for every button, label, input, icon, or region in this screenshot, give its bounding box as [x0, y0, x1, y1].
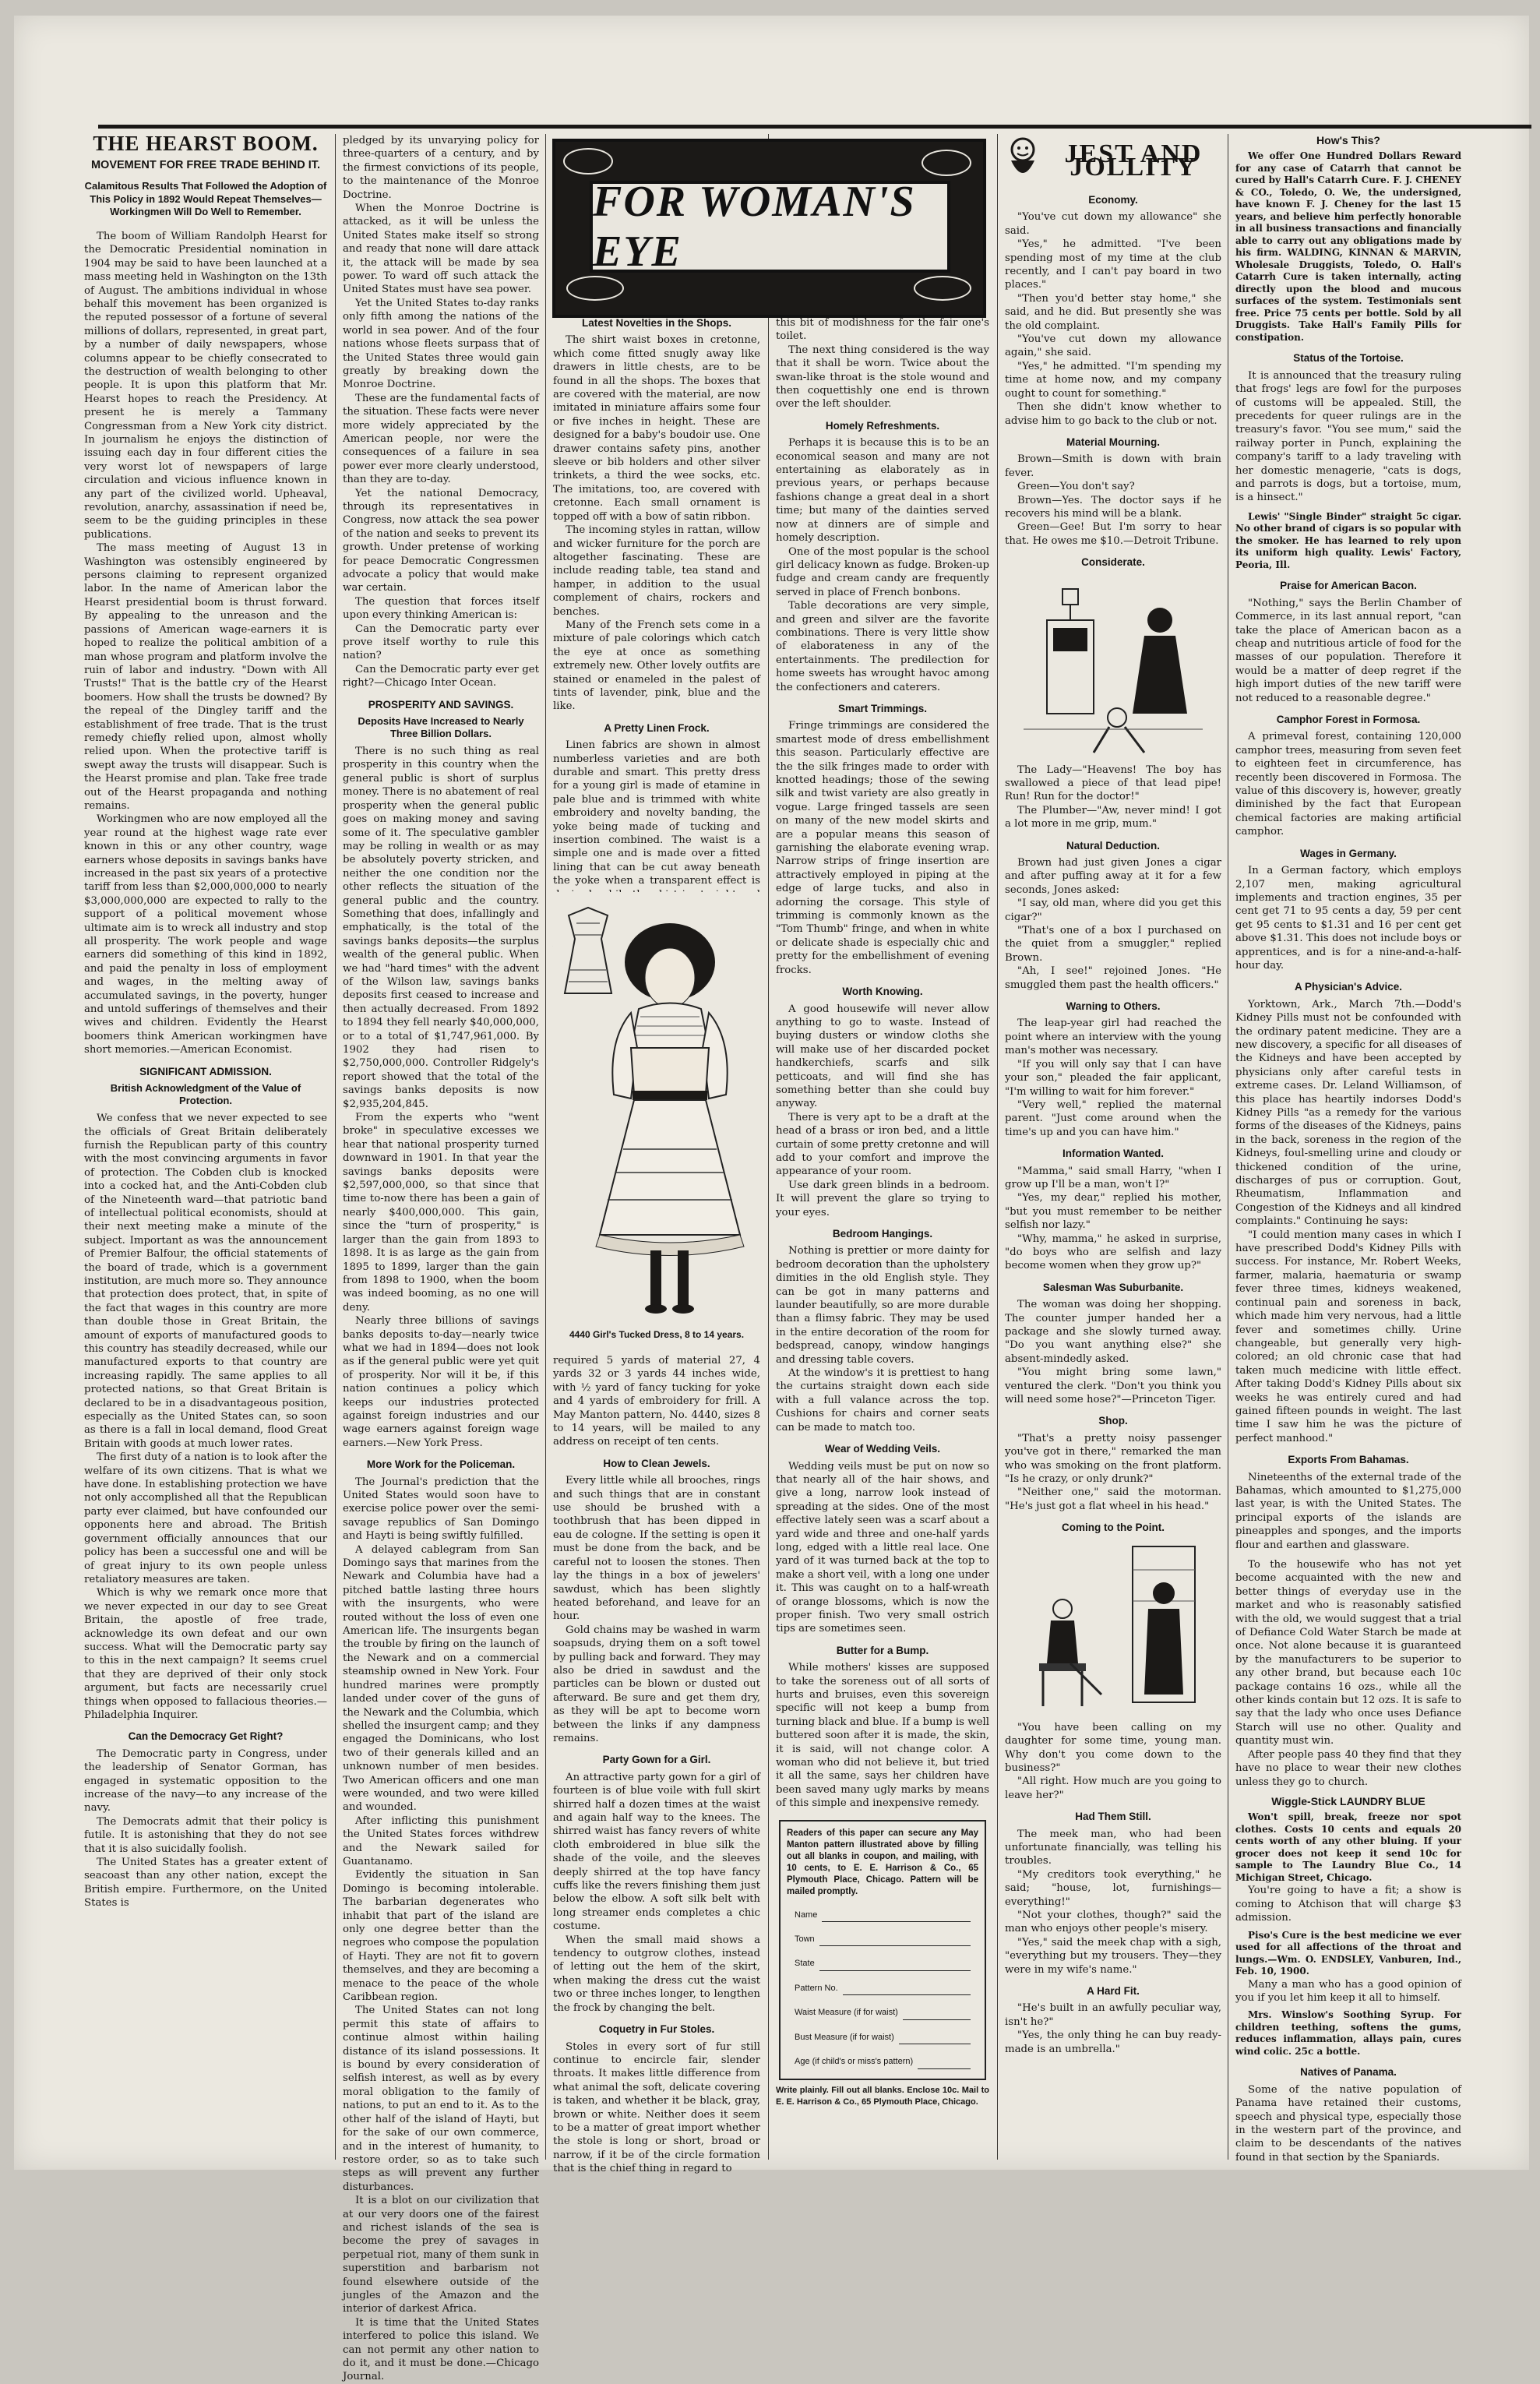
paragraph: From the experts who "went broke" in speculative excesses we hear that national prosperity turned downward in 1901. In that year the savings banks deposits were $2,597,000,000, so that since that time to-now there has been a gain of nearly $400,000,000. This gain, since the "turn of prosperity," is larger than the gain from 1893 to 1898. It is as large as the gain from 1895 to 1899, larger than the gain from 1898 to 1900, when the boom was indeed booming, as no one will deny. [343, 1112, 539, 1314]
form-field[interactable] [795, 1909, 971, 1922]
section-heading: Natives of Panama. [1300, 2066, 1397, 2079]
paragraph: While mothers' kisses are supposed to take the soreness out of all sorts of hurts and bruises, even this sovereign specific will not keep a bump from turning black and blue. If a bump is well buttered soon after it is made, the skin, it is said, will not change color. A woman who did not believe it, but tried it all the same, says her children have been saved many ugly marks by means of this simple and inexpensive remedy. [776, 1662, 989, 1810]
paragraph: "Neither one," said the motorman. "He's just got a flat wheel in his head." [1005, 1486, 1221, 1512]
section-heading: Coquetry in Fur Stoles. [598, 2023, 715, 2036]
paragraph: A good housewife will never allow anything to go to waste. Instead of buying dusters or window cloths she will make use of her discarded pocket handkerchiefs, scarfs and silk petticoats, and will find she has something better than she could buy anyway. [776, 1003, 989, 1110]
paragraph: "He's built in an awfully peculiar way, isn't he?" [1005, 2002, 1221, 2028]
paragraph: Can the Democratic party ever get right?—Chicago Inter Ocean. [343, 663, 539, 689]
paragraph: We confess that we never expected to see the officials of Great Britain deliberately furnish the Republican party of this country with the most convincing arguments in favor of protection. The Cobden club is knocked into a cocked hat, and the Anti-Cobden club of the Nineteenth ward—that patriotic band of intellectual political economists, should at their next meeting make a minute of the subject. Important as was the announcement of Premier Balfour, the official statements of the board of trade, which is a government institution, are much more so. They announce that protection does protect, that, in spite of the fact that wages in this country are more than double those in Great Britain, the amount of exports of manufactured goods to this country has steadily decreased, while our manufactured exports to that country are increasing rapidly. The same applies to all protected nations, so that Great Britain is declared to be in a disadvantageous position, especially as the United States can, so soon as there is a fall in local demand, flood Great Britain with goods at much lower rates. [84, 1113, 327, 1450]
banner-title-frame [590, 178, 950, 276]
paragraph: Yet the United States to-day ranks only fifth among the nations of the world in sea power. And of the four nations whose fleets surpass that of the United States three would gain greatly by breaking down the Monroe Doctrine. [343, 297, 539, 391]
paragraph: Yorktown, Ark., March 7th.—Dodd's Kidney Pills must not be confounded with the ordinary patent medicine. They are a new discovery, a specific for all diseases of the Kidneys and have been accepted by physicians only after careful tests in extreme cases. Dr. Leland Williamson, of this place has heartily indorses Dodd's Kidney Pills "as a remedy for the various forms of the diseases of the Kidneys, pains in the back, soreness in the region of the Kidneys, foul-smelling urine and cloudy or thickened condition of the urine, discharges of pus or corruption. Gout, Rheumatism, Inflammation and Congestion of the Kidneys and all kindred complaints." Continuing he says: [1235, 998, 1461, 1228]
paragraph: Workingmen who are now employed all the year round at the highest wage rate ever known in this or any other country, wage earners whose deposits in savings banks have increased in the past six years of a protective tariff from less than $2,000,000,000 to nearly $3,000,000,000 are expected to rally to the support of a political movement whose ultimate aim is to wreck all industry and stop all prosperity. The work people and wage earners did something of this kind in 1892, and paid the penalty in loss of employment and wages, in the melting away of accumulated savings, in the poverty, hunger and untold sufferings of themselves and their wives and children. Evidently the Hearst boomers think American workingmen have short memories.—American Economist. [84, 813, 327, 1056]
paragraph: After inflicting this punishment the United States forces withdrew and the Newark sailed for Guantanamo. [343, 1814, 539, 1867]
paragraph: "That's one of a box I purchased on the quiet from a smuggler," replied Brown. [1005, 925, 1221, 964]
paragraph: Wedding veils must be put on now so that nearly all of the hair shows, and give a long, narrow look instead of spreading at the sides. One of the most effective lately seen was a scarf about a yard wide and three and one-half yards long, edged with a little real lace. One yard of it was turned back at the top to make a short veil, with a long one under it. This was caught on to a half-wreath of orange blossoms, which is now the proper finish. Two very small ostrich tips are sometimes seen. [776, 1460, 989, 1635]
paragraph: You're going to have a fit; a show is coming to Atchison that will charge $3 admission. [1235, 1885, 1461, 1924]
column-1 [84, 134, 327, 2160]
section-heading: Material Mourning. [1066, 436, 1160, 448]
paragraph: "Mamma," said small Harry, "when I grow up I'll be a man, won't I?" [1005, 1165, 1221, 1190]
paragraph: Gold chains may be washed in warm soapsuds, drying them on a soft towel by pulling back and forward. They may also be dried in sawdust and the particles can be blown or dusted out afterward. Be sure and get them dry, as they will be apt to become worn between the links if any dampness remains. [553, 1624, 760, 1744]
section-heading: Latest Novelties in the Shops. [581, 317, 732, 329]
section-heading: More Work for the Policeman. [366, 1458, 516, 1471]
paragraph: The United States can not long permit this state of affairs to continue almost within hailing distance of its island possessions. It is bound by every consideration of selfish interest, as well as by every moral obligation to the family of nations, to put an end to it. As to the other half of the island of Hayti, but for the sake of our own commerce, and in the interest of humanity, to restore order, so as to take such steps as will prevent any further disturbances. [343, 2005, 539, 2193]
paragraph: The Lady—"Heavens! The boy has swallowed a piece of that lead pipe! Run! Run for the doctor!" [1005, 764, 1221, 803]
paragraph: After people pass 40 they find that they have no place to wear their new clothes unless they go to church. [1235, 1748, 1461, 1788]
paragraph: Some of the native population of Panama have retained their customs, speech and physical type, especially those in the western part of the province, and claim to be descendants of the natives found in that section by the Spaniards. [1235, 2083, 1461, 2164]
jest-header [1005, 134, 1221, 185]
section-heading: Party Gown for a Girl. [602, 1754, 711, 1766]
plumber-illustration-icon [1016, 573, 1211, 760]
form-field[interactable] [795, 2055, 971, 2068]
paragraph: The United States has a greater extent of seacoast than any other nation, except the British empire. Furthermore, on the United States is [84, 1857, 327, 1910]
form-field[interactable] [795, 1933, 971, 1946]
paragraph: One of the most popular is the school girl delicacy known as fudge. Broken-up fudge and cream candy are frequently served in place of French bonbons. [776, 545, 989, 598]
paragraph: Stoles in every sort of fur still continue to encircle fair, slender throats. It makes little difference from what animal the soft, delicate covering is taken, and whether it be black, gray, brown or white. Neither does it seem to be a matter of great import whether the stole is long or short, broad or narrow, if it be of the circle formation that is the chief thing in regard to [553, 2040, 760, 2175]
section-heading: Wear of Wedding Veils. [824, 1443, 941, 1455]
column-rule [335, 134, 336, 2160]
paragraph: Green—Gee! But I'm sorry to hear that. He owes me $10.—Detroit Tribune. [1005, 521, 1221, 547]
ad-heading: How's This? [1316, 134, 1380, 146]
figure-caption: 4440 Girl's Tucked Dress, 8 to 14 years. [569, 1329, 745, 1340]
paragraph: "Yes, my dear," replied his mother, "but you must remember to be neither selfish nor lazy." [1005, 1192, 1221, 1232]
paragraph: The first duty of a nation is to look after the welfare of its own citizens. That is what we have done. In establishing protection we have not only accomplished all that the Republican party ever claimed, but have confounded our opponents here and abroad. The British government officially announces that our policy has been a successful one and will be of great injury to its own people unless retaliatory measures are taken. [84, 1451, 327, 1585]
section-heading: A Physician's Advice. [1294, 981, 1403, 993]
paragraph: "Yes," he admitted. "I've been spending most of my time at the club recently, and I can't pay board in two places." [1005, 238, 1221, 291]
scroll-ornament-icon [914, 276, 971, 301]
column-rule [545, 134, 546, 2160]
paragraph: Nearly three billions of savings banks deposits to-day—nearly twice what we had in 1894—does not look as if the general public were yet quit of prosperity. Nor will it be, if this nation continues a policy which keeps our industries protected against foreign industries and our wage earners against foreign wage earners.—New York Press. [343, 1315, 539, 1449]
paragraph: The incoming styles in rattan, willow and wicker furniture for the porch are altogether fascinating. These are include reading table, tea stand and hamper, in addition to the usual complement of chairs, rockers and benches. [553, 524, 760, 618]
top-rule [98, 125, 1531, 129]
section-heading: Had Them Still. [1075, 1811, 1151, 1823]
paragraph: When the small maid shows a tendency to outgrow clothes, instead of letting out the hem of the skirt, when making the dress cut the waist two or three inches longer, to lengthen the frock by changing the belt. [553, 1934, 760, 2014]
form-label: Bust Measure (if for waist) [795, 2032, 894, 2042]
paragraph: Many a man who has a good opinion of you if you let him keep it all to himself. [1235, 1978, 1461, 2004]
paragraph: A primeval forest, containing 120,000 camphor trees, measuring from seven feet to eighteen feet in circumference, has recently been discovered in Formosa. The value of this discovery is, however, greatly diminished by the fact that European chemical factories are making artificial camphor. [1235, 731, 1461, 838]
section-heading: Can the Democracy Get Right? [128, 1730, 284, 1743]
advertisement: Piso's Cure is the best medicine we ever used for all affections of the throat and lungs.—Wm. O. ENDSLEY, Vanburen, Ind., Feb. 10, 1900. [1235, 1929, 1461, 1977]
couple-illustration-icon [1016, 1539, 1211, 1718]
column-4 [776, 316, 989, 2160]
paragraph: The mass meeting of August 13 in Washington was ostensibly engineered by persons claiming to represent organized labor. In the name of American labor the Hearst presidential boom is thrust forward. By appealing to the unreason and the passions of American wage-earners it is hoped to realize the political ambition of a man whose program and platform involve the ruin of labor and industry. "Down with All Trusts!" That is the battle cry of the Hearst boomers. How shall the trusts be downed? By the repeal of the Dingley tariff and the establishment of free trade. That is the trust remedy chiefly relied upon, almost wholly relied upon. When the protective tariff is swept away the trusts will disappear. Such is the Hearst promise and plan. Take free trade out of the Hearst propaganda and nothing remains. [84, 542, 327, 812]
section-heading: Smart Trimmings. [837, 702, 928, 714]
paragraph: The boom of William Randolph Hearst for the Democratic Presidential nomination in 1904 may be said to have been launched at a mass meeting held in Washington on the 13th of August. The ambitions individual in whose behalf this movement has been organized is the reputed possessor of a fortune of several millions of dollars, represented, in great part, by a number of daily newspapers, whose columns appear to be chiefly consecrated to the destruction of wealth belonging to other people. It is upon this platform that Mr. Hearst hopes to reach the Presidency. At present he is merely a Tammany Congressman from a New York city district. In journalism he enjoys the distinction of issuing each day in four different cities the very worst lot of newspapers of large circulation and vicious influence known in any part of the civilized world. Upheaval, revolution, anarchy, assassination if need be, seem to be the guiding principles in these publications. [84, 230, 327, 541]
paragraph: Green—You don't say? [1017, 481, 1135, 493]
paragraph: When the Monroe Doctrine is attacked, as it will be unless the United States make itself so strong and ready that none will dare attack it, the attack will be made by sea power. To ward off such attack the United States must have sea power. [343, 203, 539, 296]
form-label: Pattern No. [795, 1983, 838, 1993]
paragraph: Yet the national Democracy, through its representatives in Congress, now attack the sea power of the nation and seeks to prevent its growth. Under pretense of working for peace Democratic Congressmen advocate a policy that would make war certain. [343, 487, 539, 594]
section-heading: Camphor Forest in Formosa. [1276, 714, 1421, 726]
paragraph: The woman was doing her shopping. The counter jumper handed her a package and she slowly turned away. "Do you want anything else?" she absent-mindedly asked. [1005, 1299, 1221, 1365]
paragraph: It is time that the United States interfered to police this island. We can not permit any other nation to do it, and it must be done.—Chicago Journal. [343, 2316, 539, 2383]
section-heading: Salesman Was Suburbanite. [1042, 1281, 1184, 1293]
jest-title: JEST AND JOLLITY [1064, 139, 1203, 182]
paragraph: There is no such thing as real prosperity in this country when the general public is short of surplus money. There is no abatement of real prosperity when the general public goes on making money and saving some of it. The speculative gambler may be rolling in wealth or as may be absolutely poverty stricken, and neither the one condition nor the other reflects the situation of the general public and the country. Something that does, infallingly and emphatically, is the total of the savings banks deposits—the surplus wealth of the general public. When we had "hard times" with the advent of the Wilson law, savings banks deposits first ceased to increase and then actually decreased. From 1892 to 1894 they fell nearly $40,000,000, or to a total of $1,747,961,000. By 1902 they had risen to $2,750,000,000. Controller Ridgely's report showed that the total of the savings banks deposits is now $2,935,204,845. [343, 746, 539, 1110]
paragraph: Brown had just given Jones a cigar and after puffing away at it for a few seconds, Jones asked: [1005, 857, 1221, 896]
form-field[interactable] [795, 1957, 971, 1970]
paragraph: "That's a pretty noisy passenger you've got in there," remarked the man who was smoking on the front platform. "Is he crazy, or only drunk?" [1005, 1432, 1221, 1486]
deck: MOVEMENT FOR FREE TRADE BEHIND IT. [90, 159, 321, 172]
paragraph: required 5 yards of material 27, 4 yards 32 or 3 yards 44 inches wide, with ½ yard of fancy tucking for yoke and 4 yards of embroidery for frill. A May Manton pattern, No. 4440, sizes 8 to 14 years, will be mailed to any address on receipt of ten cents. [553, 1355, 760, 1448]
section-heading: How to Clean Jewels. [603, 1457, 710, 1469]
paragraph: "You've cut down my allowance" she said. [1005, 211, 1221, 237]
paragraph: Then she didn't know whether to advise him to go back to the club or not. [1005, 401, 1221, 427]
section-heading: Considerate. [1081, 556, 1145, 569]
form-label: Age (if child's or miss's pattern) [795, 2057, 914, 2067]
paragraph: "Very well," replied the maternal parent. "Just come around when the time's up and you can have him." [1005, 1099, 1221, 1138]
form-label: Waist Measure (if for waist) [795, 2008, 898, 2018]
column-6 [1235, 134, 1461, 2164]
section-heading: Homely Refreshments. [825, 419, 940, 432]
paragraph: In a German factory, which employs 2,107 men, making agricultural implements and traction engines, 35 per cent get 71 to 95 cents a day, 59 per cent get 95 cents to $1.31 and 16 per cent get above $1.31. This does not include boys or apprentices, and is for a nine-and-a-half-hour day. [1235, 865, 1461, 972]
paragraph: Linen fabrics are shown in almost numberless varieties and are both durable and smart. This pretty dress for a young girl is made of etamine in pale blue and is trimmed with white embroidery and novelty banding, the yoke being made of tucking and insertion combined. The waist is a simple one and is made over a fitted lining that can be cut away beneath the yoke when a transparent effect is [553, 739, 760, 887]
section-heading: A Hard Fit. [1087, 1985, 1140, 1997]
coupon-footer: Write plainly. Fill out all blanks. Enclose 10c. Mail to E. E. Harrison & Co., 65 Plymouth Place, Chicago. [776, 2085, 989, 2107]
section-heading: Bedroom Hangings. [832, 1228, 933, 1240]
paragraph: Nineteenths of the external trade of the Bahamas, which amounted to $1,275,000 last year, is with the United States. The principal exports of the islands are pineapples and sponges, and the imports flour and earthen and glassware. [1235, 1471, 1461, 1551]
paragraph: Can the Democratic party ever prove itself worthy to rule this nation? [343, 622, 539, 662]
advertisement: We offer One Hundred Dollars Reward for any case of Catarrh that cannot be cured by Hall's Catarrh Cure. F. J. CHENEY & CO., Toledo, O. We, the undersigned, have known F. J. Cheney for the last 15 years, and believe him perfectly honorable in all business transactions and financially able to carry out any obligations made by his firm. WALDING, KINNAN & MARVIN, Wholesale Druggists, Toledo, O. Hall's Catarrh Cure is taken internally, acting directly upon the blood and mucous surfaces of the system. Testimonials sent free. Price 75 cents per bottle. Sold by all Druggists. Take Hall's Family Pills for constipation. [1235, 150, 1461, 343]
paragraph: "Nothing," says the Berlin Chamber of Commerce, in its last annual report, "can take the place of American bacon as a cheap and nutritious article of food for the masses of our population. Therefore it would be a matter of deep regret if the high import duties of the new tariff were not reduced to a reasonable degree." [1235, 597, 1461, 704]
paragraph: Use dark green blinds in a bedroom. It will prevent the glare so trying to your eyes. [776, 1179, 989, 1218]
column-rule [768, 134, 769, 2160]
coupon-note: Readers of this paper can secure any May Manton pattern illustrated above by filling out all blanks in coupon, and mailing, with 10 cents, to E. E. Harrison & Co., 65 Plymouth Place, Chicago. Pattern will be mailed promptly. [787, 1828, 978, 1896]
paragraph: Brown—Yes. The doctor says if he recovers his mind will be a blank. [1005, 494, 1221, 520]
paragraph: The Democratic party in Congress, under the leadership of Senator Gorman, has engaged in systematic opposition to the increase of the navy—to any increase of the navy. [84, 1747, 327, 1814]
pattern-coupon [779, 1820, 986, 2080]
subdeck: Calamitous Results That Followed the Adoption of This Policy in 1892 Would Repeat Themselves—Workingmen Will Do Well to Remember. [84, 180, 327, 218]
subheading: British Acknowledgment of the Value of Protection. [110, 1082, 301, 1107]
paragraph: "I say, old man, where did you get this cigar?" [1005, 898, 1221, 923]
paragraph: "All right. How much are you going to leave her?" [1005, 1776, 1221, 1801]
subheading: Deposits Have Increased to Nearly Three Billion Dollars. [358, 715, 524, 740]
paragraph: An attractive party gown for a girl of fourteen is of blue voile with full skirt shirred half a dozen times at the waist and again half way to the knees. The shirred waist has fancy revers of white cloth embroidered in blue silk the shade of the voile, and the sleeves deeply shirred at the top have fancy cuffs like the revers finishing them just below the elbow. A soft silk belt with long streamer ends completes a chic costume. [553, 1771, 760, 1933]
paragraph: The leap-year girl had reached the point where an interview with the young man's mother was necessary. [1005, 1017, 1221, 1057]
paragraph: The meek man, who had been unfortunate financially, was telling his troubles. [1005, 1828, 1221, 1867]
paragraph: this bit of modishness for the fair one's toilet. [776, 317, 989, 343]
paragraph: A delayed cablegram from San Domingo says that marines from the Newark and Columbia have had a pitched battle lasting three hours with the insurgents, who were routed without the loss of even one American life. The insurgents began the trouble by firing on the launch of the Newark and on a commercial steamship owned in New York. Four hundred marines were promptly landed under cover of the guns of the Newark and the Columbia, which shelled the insurgent camp; and they engaged the Dominicans, who lost two of their generals killed and an unknown number of men besides. Two American officers and one man were wounded, and two were killed and wounded. [343, 1543, 539, 1814]
paragraph: At the window's it is prettiest to hang the curtains straight down each side with a full valance across the top. Cushions for chairs and corner seats can be made to match too. [776, 1367, 989, 1434]
section-heading: PROSPERITY AND SAVINGS. [368, 698, 514, 711]
banner-title: FOR WOMAN'S EYE [593, 178, 916, 276]
paragraph: There is very apt to be a draft at the head of a brass or iron bed, and a little curtain of some pretty cretonne and will add to your comfort and improve the appearance of your room. [776, 1111, 989, 1178]
paragraph: Perhaps it is because this is to be an economical season and many are not entertaining as elaborately as in previous years, or perhaps because fashions change a great deal in a short time; but many of the dainties served now at dinners are of simple and homely description. [776, 437, 989, 545]
dress-illustration [553, 892, 760, 1348]
advertisement: Won't spill, break, freeze nor spot clothes. Costs 10 cents and equals 20 cents worth of any other bluing. If your grocer does not keep it send 10c for sample to The Laundry Blue Co., 14 Michigan Street, Chicago. [1235, 1811, 1461, 1883]
section-heading: A Pretty Linen Frock. [604, 721, 710, 734]
section-heading: Economy. [1088, 194, 1138, 206]
scroll-ornament-icon [922, 150, 971, 176]
paragraph: The Journal's prediction that the United States would soon have to exercise police power over the semi-savage republics of San Domingo and Hayti is being swiftly fulfilled. [343, 1476, 539, 1543]
paragraph: The question that forces itself upon every thinking American is: [343, 595, 539, 622]
paragraph: "If you will only say that I can have your son," pleaded the fair applicant, "I'm willing to wait for him forever." [1005, 1058, 1221, 1098]
section-heading: Warning to Others. [1066, 1000, 1161, 1013]
paragraph: Many of the French sets come in a mixture of pale colorings which catch the eye at once as something extremely new. Other lovely outfits are stained or enameled in the palest of tints of lavender, pink, blue and the like. [553, 619, 760, 713]
section-heading: Status of the Tortoise. [1293, 352, 1404, 365]
column-rule [997, 134, 998, 2160]
paragraph: The next thing considered is the way that it shall be worn. Twice about the swan-like throat is the stole wound and then coquettishly one end is thrown over the left shoulder. [776, 344, 989, 411]
column-2 [343, 134, 539, 2383]
section-heading: Praise for American Bacon. [1280, 580, 1417, 592]
advertisement: Lewis' "Single Binder" straight 5c cigar. No other brand of cigars is so popular with the smoker. He has learned to rely upon its uniform high quality. Lewis' Factory, Peoria, Ill. [1235, 510, 1461, 570]
paragraph: Nothing is prettier or more dainty for bedroom decoration than the upholstery dimities in the old English style. They can be got in many patterns and launder beautifully, so are more durable than a flimsy fabric. They may be used in the entire decoration of the room for bedspread, canopy, window hangings and dressing table covers. [776, 1245, 989, 1366]
form-label: Name [795, 1910, 818, 1920]
scroll-ornament-icon [563, 148, 613, 175]
paragraph: "Why, mamma," he asked in surprise, "do boys who are selfish and lazy become women when they grow up?" [1005, 1233, 1221, 1272]
scroll-ornament-icon [566, 276, 624, 301]
section-heading: Shop. [1098, 1415, 1128, 1427]
paragraph: "Ah, I see!" rejoined Jones. "He smuggled them past the health officers." [1005, 965, 1221, 991]
section-heading: Information Wanted. [1062, 1148, 1164, 1160]
column-5 [1005, 134, 1221, 2160]
paragraph: Evidently the situation in San Domingo is becoming intolerable. The barbarian degenerates who inhabit that part of the island are only one degree better than the negroes who compose the population of Hayti. They are not fit to govern themselves, and they are becoming a menace to the peace of the whole Caribbean region. [343, 1869, 539, 2004]
section-heading: Worth Knowing. [842, 986, 923, 998]
newspaper-page [14, 16, 1529, 2383]
form-label: State [795, 1959, 815, 1969]
paragraph: Which is why we remark once more that we never expected in our day to see Great Britain, the apostle of free trade, acknowledge its own defeat and our own success. What will the Democratic party say to this in the next campaign? It seems cruel that they are deprived of their only stock argument, but facts are necessarily cruel things when opposed to fallacious theories.—Philadelphia Inquirer. [84, 1587, 327, 1721]
paragraph: Table decorations are very simple, and green and silver are the favorite combinations. There is very little show of elaborateness in any of the entertainments. The predilection for home sweets has wrought havoc among the confectioners and caterers. [776, 600, 989, 693]
paragraph: "You might bring some lawn," ventured the clerk. "Don't you think you will need some hose?"—Princeton Tiger. [1005, 1367, 1221, 1406]
ad-heading: Wiggle-Stick LAUNDRY BLUE [1271, 1794, 1425, 1807]
paragraph: The Democrats admit that their policy is futile. It is astonishing that they do not see that it is also suicidally foolish. [84, 1815, 327, 1855]
form-label: Town [795, 1934, 815, 1945]
form-field[interactable] [795, 1982, 971, 1995]
paragraph: Every little while all brooches, rings and such things that are in constant use should be brushed with a toothbrush that has been dipped in eau de cologne. If the setting is open it must be done from the back, and be careful not to loosen the stones. Then lay the things in a box of jewelers' sawdust, which has been slightly heated beforehand, and leave for an hour. [553, 1475, 760, 1623]
paragraph: "My creditors took everything," he said; "house, lot, furnishings—everything!" [1005, 1868, 1221, 1908]
paragraph: "Yes," said the meek chap with a sigh, "everything but my trousers. They—they were in my wife's name." [1005, 1936, 1221, 1976]
paragraph: The shirt waist boxes in cretonne, which come fitted snugly away like drawers in little chests, are to be found in all the shops. The boxes that are covered with the material, are now imitated in miniature affairs some four or five inches in height. These are designed for a baby's boudoir use. One drawer contains safety pins, another sleeve or bib holders and other silver trinkets, a third the wee socks, etc. The imitations, too, are covered with cretonne. Each small ornament is topped off with a bow of satin ribbon. [553, 334, 760, 523]
headline: THE HEARST BOOM. [93, 132, 319, 155]
paragraph: The Plumber—"Aw, never mind! I got a lot more in me grip, mum." [1005, 804, 1221, 831]
paragraph: "You have been calling on my daughter for some time, young man. Why don't you come down to the business?" [1005, 1721, 1221, 1774]
paragraph: "You've cut down my allowance again," she said. [1005, 333, 1221, 359]
paragraph: To the housewife who has not yet become acquainted with the new and better things of everyday use in the market and who is reasonably satisfied with the old, we would suggest that a trial of Defiance Cold Water Starch be made at once. Not alone because it is guaranteed by the manufacturers to be superior to any other brand, but because each 10c package contains 16 ozs., while all the other kinds contain but 12 ozs. It is safe to say that the lady who once uses Defiance Starch will use no other. Quality and quantity must win. [1235, 1559, 1461, 1747]
paragraph: These are the fundamental facts of the situation. These facts were never more widely appreciated by the American people, nor were the consequences of a failure in sea power ever more clearly understood, than they are to-day. [343, 392, 539, 486]
paragraph: Brown—Smith is down with brain fever. [1005, 453, 1221, 479]
advertisement: Mrs. Winslow's Soothing Syrup. For children teething, softens the gums, reduces inflammation, allays pain, cures wind colic. 25c a bottle. [1235, 2009, 1461, 2057]
jester-icon [1005, 134, 1041, 185]
column-3-lower [553, 1354, 760, 2175]
paragraph: "Yes," he admitted. "I'm spending my time at home now, and my company ought to count for something." [1005, 360, 1221, 400]
paragraph: It is a blot on our civilization that at our very doors one of the fairest and richest islands of the sea is become the prey of savages in perpetual riot, many of them sunk in superstition and barbarism not found elsewhere outside of the jungles of the Amazon and the interior of darkest Africa. [343, 2195, 539, 2315]
section-heading: Exports From Bahamas. [1288, 1454, 1409, 1466]
section-heading: Coming to the Point. [1062, 1522, 1165, 1534]
paragraph: "Not your clothes, though?" said the man who enjoys other people's misery. [1005, 1909, 1221, 1935]
paragraph: Fringe trimmings are considered the smartest mode of dress embellishment this season. Particularly effective are the the silk fringes made to order with knotted headings; those of the sewing silk and twist variety are also greatly in vogue. Large fringed tassels are seen on many of the new model skirts and are a popular means this season of garnishing the elaborate evening wrap. Narrow strips of fringe insertion are attractively employed in piping at the edge of large tucks, and also in adorning the corsage. This style of trimming is commonly known as the "Tom Thumb" fringe, and when in white or delicate shade is especially chic and pretty for the embellishment of evening frocks. [776, 720, 989, 976]
paragraph: "Yes, the only thing he can buy ready-made is an umbrella." [1005, 2030, 1221, 2055]
section-heading: Butter for a Bump. [836, 1644, 929, 1656]
form-field[interactable] [795, 2031, 971, 2044]
section-heading: Natural Deduction. [1066, 839, 1160, 852]
section-heading: SIGNIFICANT ADMISSION. [139, 1065, 272, 1077]
form-field[interactable] [795, 2006, 971, 2019]
paragraph: pledged by its unvarying policy for three-quarters of a century, and by the firmest convictions of its people, to the maintenance of the Monroe Doctrine. [343, 135, 539, 201]
paragraph: "Then you'd better stay home," she said, and he did. But presently she was the old complaint. [1005, 292, 1221, 332]
paragraph: It is announced that the treasury ruling that frogs' legs are fowl for the purposes of customs will be appealed. Still, the precedents for queer rulings are in the treasury's favor. "You see mum," said the railway porter in Punch, explaining the company's tariff to a lady traveling with her domestic menagerie, "cats is dogs, and parrots is dogs, but a tortoise, mum, is a hinsect." [1235, 369, 1461, 504]
womans-eye-banner [552, 139, 986, 318]
girl-dress-icon [553, 892, 760, 1324]
section-heading: Wages in Germany. [1300, 847, 1397, 859]
paragraph: "I could mention many cases in which I have prescribed Dodd's Kidney Pills with success. For instance, Mr. Robert Weeks, farmer, malaria, haematuria or swamp fever three times, kidneys weakened, continual pain and soreness in back, which made him very nervous, had a little fever and sometimes chilly. Urine changeable, but generally very high-colored; an old chronic case that had taken much medicine with little effect. After taking Dodd's Kidney Pills about six weeks he was entirely cured and had gained fifteen pounds in weight. The last time I saw him he was the picture of perfect manhood." [1235, 1229, 1461, 1444]
